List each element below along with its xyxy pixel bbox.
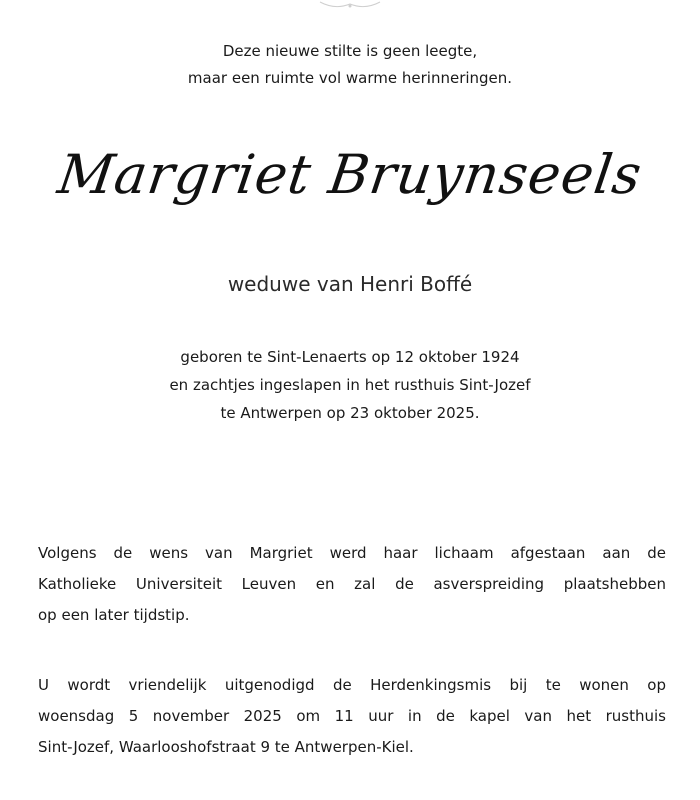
paragraph1-line-3: op een later tijdstip. <box>38 606 190 624</box>
deceased-name: Margriet Bruynseels <box>54 143 646 206</box>
life-dates <box>0 343 700 427</box>
memorial-mass-paragraph <box>38 670 666 763</box>
dates-line-2: en zachtjes ingeslapen in het rusthuis Sint-Jozef <box>169 376 531 394</box>
quote-line-1: Deze nieuwe stilte is geen leegte, <box>222 42 478 60</box>
ornament-icon <box>310 0 390 12</box>
paragraph2-line-1: U wordt vriendelijk uitgenodigd de Herdenkingsmis bij te wonen op <box>38 676 666 694</box>
widow-of-line: weduwe van Henri Boffé <box>227 272 473 296</box>
body-donation-paragraph <box>38 538 666 631</box>
dates-line-1: geboren te Sint-Lenaerts op 12 oktober 1924 <box>180 348 520 366</box>
quote-line-2: maar een ruimte vol warme herinneringen. <box>187 69 513 87</box>
memorial-quote <box>0 38 700 92</box>
paragraph2-line-2: woensdag 5 november 2025 om 11 uur in de kapel van het rusthuis <box>38 707 666 725</box>
dates-line-3: te Antwerpen op 23 oktober 2025. <box>220 404 480 422</box>
paragraph1-line-2: Katholieke Universiteit Leuven en zal de asverspreiding plaatshebben <box>38 575 666 593</box>
paragraph2-line-3: Sint-Jozef, Waarlooshofstraat 9 te Antwerpen-Kiel. <box>38 738 414 756</box>
paragraph1-line-1: Volgens de wens van Margriet werd haar lichaam afgestaan aan de <box>38 544 666 562</box>
